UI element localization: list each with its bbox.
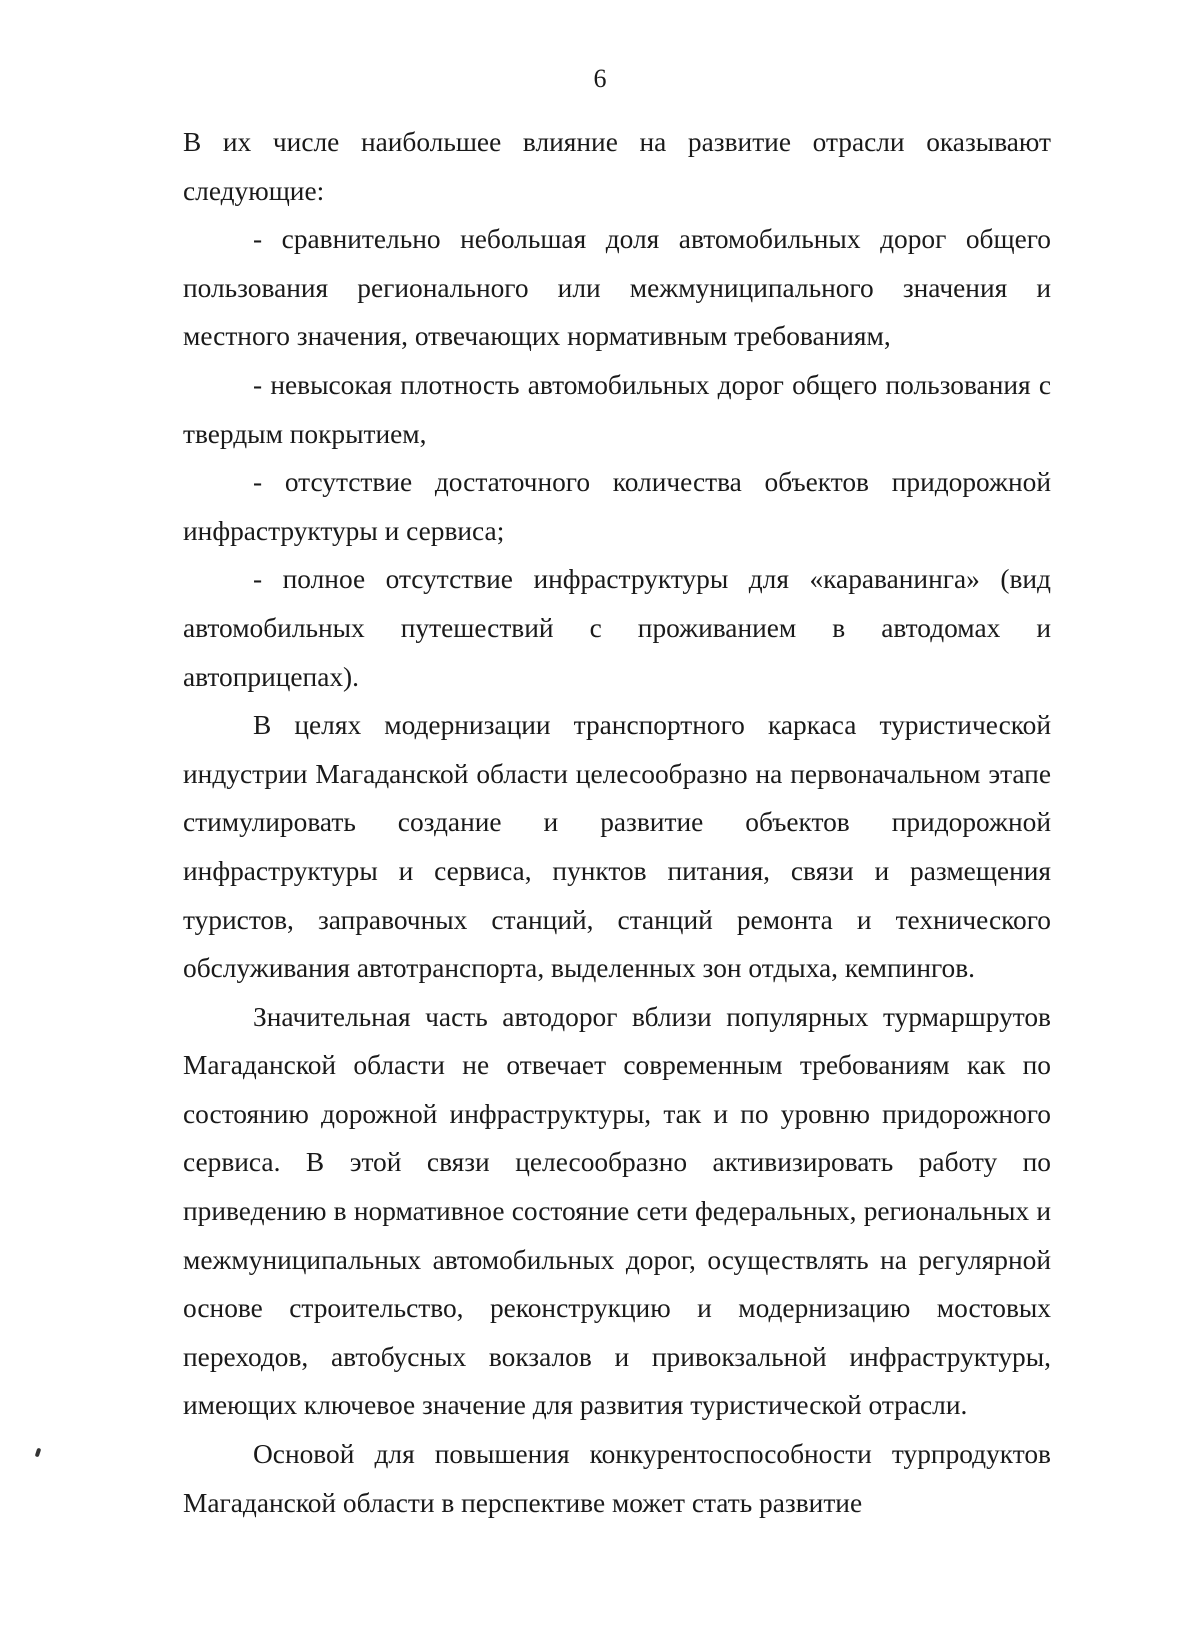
list-item-road-share: - сравнительно небольшая доля автомобильных дорог общего пользования регионального или межмуниципального значения и местного значения, отвечающих нормативным требованиям,: [183, 224, 1051, 352]
list-item-caravanning: - полное отсутствие инфраструктуры для «караванинга» (вид автомобильных путешествий с проживанием в автодомах и автоприцепах).: [183, 564, 1051, 692]
paragraph-roads-condition: Значительная часть автодорог вблизи популярных турмаршрутов Магаданской области не отвечает современным требованиям как по состоянию дорожной инфраструктуры, так и по уровню придорожного сервиса. В этой связи целесообразно активизировать работу по приведению в нормативное состояние сети федеральных, региональных и межмуниципальных автомобильных дорог, осуществлять на регулярной основе строительство, реконструкцию и модернизацию мостовых переходов, автобусных вокзалов и привокзальной инфраструктуры, имеющих ключевое значение для развития туристической отрасли.: [183, 1001, 1051, 1421]
page-number: 6: [593, 64, 607, 93]
scan-artifact: [35, 1448, 42, 1458]
list-item-roadside-infrastructure: - отсутствие достаточного количества объектов придорожной инфраструктуры и сервиса;: [183, 467, 1051, 546]
paragraph-competitiveness: Основой для повышения конкурентоспособности турпродуктов Магаданской области в перспективе может стать развитие: [183, 1439, 1051, 1518]
page-body: [183, 118, 1051, 1527]
paragraph-modernization: В целях модернизации транспортного каркаса туристической индустрии Магаданской области целесообразно на первоначальном этапе стимулировать создание и развитие объектов придорожной инфраструктуры и сервиса, пунктов питания, связи и размещения туристов, заправочных станций, станций ремонта и технического обслуживания автотранспорта, выделенных зон отдыха, кемпингов.: [183, 710, 1051, 984]
list-item-road-density: - невысокая плотность автомобильных дорог общего пользования с твердым покрытием,: [183, 369, 1051, 449]
intro-paragraph: В их числе наибольшее влияние на развитие отрасли оказывают следующие:: [183, 127, 1051, 206]
